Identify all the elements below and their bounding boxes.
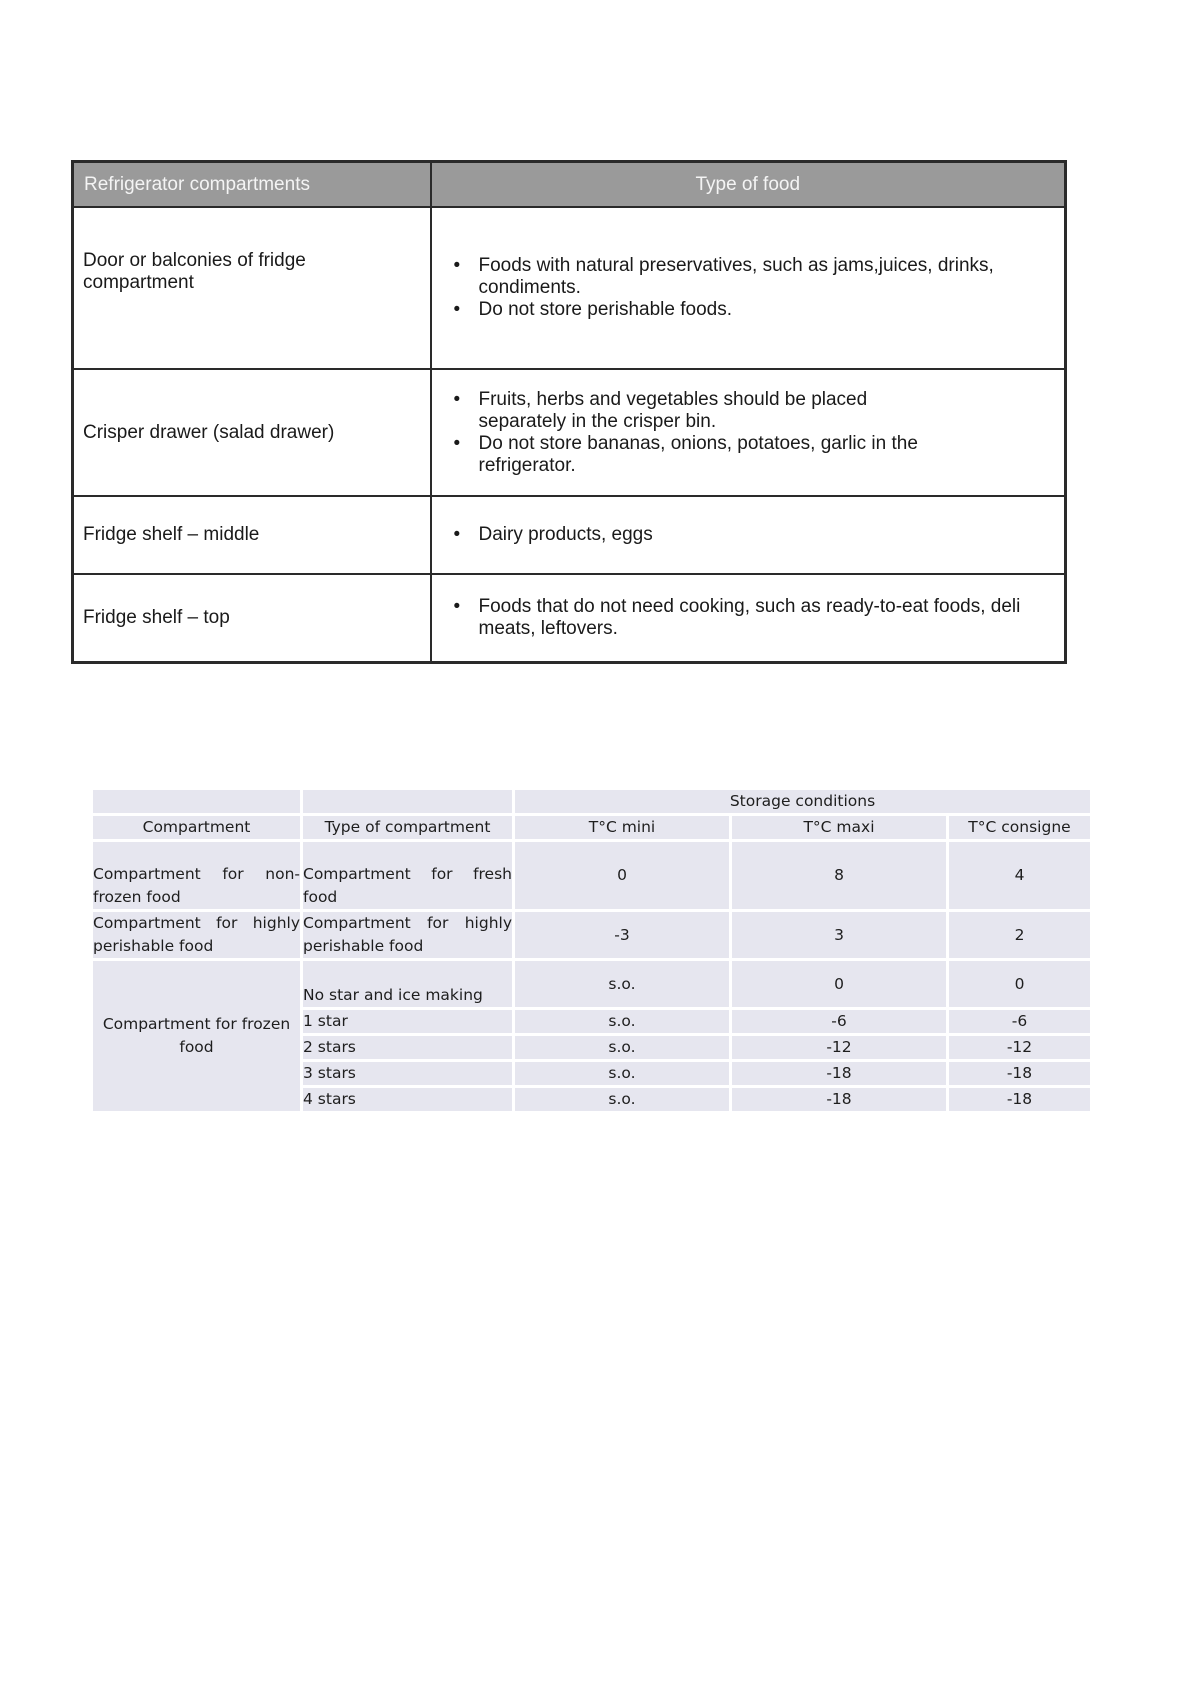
- temp-maxi-cell: -6: [732, 1010, 946, 1033]
- temp-consigne-cell: -12: [949, 1036, 1090, 1059]
- frozen-compartment-cell: Compartment for frozen food: [93, 961, 300, 1111]
- food-cell: [431, 207, 1066, 369]
- temp-mini-cell: s.o.: [515, 1088, 729, 1111]
- table-header-row: [73, 162, 1066, 208]
- compartment-cell: Fridge shelf – top: [73, 574, 431, 663]
- compartment-cell: Crisper drawer (salad drawer): [73, 369, 431, 496]
- table-row: [93, 961, 1090, 1007]
- header-type-of-compartment: Type of compartment: [303, 816, 512, 839]
- type-cell: 2 stars: [303, 1036, 512, 1059]
- header-temp-maxi: T°C maxi: [732, 816, 946, 839]
- header-temp-consigne: T°C consigne: [949, 816, 1090, 839]
- temp-consigne-cell: 2: [949, 912, 1090, 958]
- list-item: • Fruits, herbs and vegetables should be placed separately in the crisper bin.: [479, 389, 919, 433]
- header-temp-mini: T°C mini: [515, 816, 729, 839]
- storage-conditions-header: Storage conditions: [515, 790, 1090, 813]
- type-cell: 3 stars: [303, 1062, 512, 1085]
- table-row: [93, 842, 1090, 909]
- compartment-cell: Compartment for highly perishable food: [93, 912, 300, 958]
- temp-consigne-cell: -18: [949, 1062, 1090, 1085]
- header-refrigerator-compartments: Refrigerator compartments: [73, 162, 431, 208]
- food-bullet-list: [441, 524, 1056, 546]
- temp-mini-cell: -3: [515, 912, 729, 958]
- list-item: • Do not store perishable foods.: [479, 299, 1056, 321]
- food-cell: [431, 496, 1066, 574]
- type-cell: Compartment for fresh food: [303, 842, 512, 909]
- temp-maxi-cell: 3: [732, 912, 946, 958]
- temp-maxi-cell: -12: [732, 1036, 946, 1059]
- food-bullet-list: [441, 596, 1056, 640]
- type-cell: Compartment for highly perishable food: [303, 912, 512, 958]
- temp-consigne-cell: -18: [949, 1088, 1090, 1111]
- food-bullet-list: [441, 389, 1056, 477]
- compartment-cell: Fridge shelf – middle: [73, 496, 431, 574]
- table-row: [93, 912, 1090, 958]
- temp-mini-cell: 0: [515, 842, 729, 909]
- header-type-of-food: Type of food: [431, 162, 1066, 208]
- refrigerator-compartments-table: [71, 160, 1067, 664]
- temp-maxi-cell: -18: [732, 1088, 946, 1111]
- temp-mini-cell: s.o.: [515, 1062, 729, 1085]
- table-row: [73, 207, 1066, 369]
- temp-consigne-cell: -6: [949, 1010, 1090, 1033]
- table-row: [73, 369, 1066, 496]
- temp-mini-cell: s.o.: [515, 1036, 729, 1059]
- type-cell: 1 star: [303, 1010, 512, 1033]
- type-cell: No star and ice making: [303, 961, 512, 1007]
- food-storage-table: [71, 160, 1064, 664]
- temp-maxi-cell: -18: [732, 1062, 946, 1085]
- list-item: • Do not store bananas, onions, potatoes, garlic in the refrigerator.: [479, 433, 969, 477]
- column-header-row: [93, 816, 1090, 839]
- header-compartment: Compartment: [93, 816, 300, 839]
- group-header-row: [93, 790, 1090, 813]
- storage-conditions-table: [90, 787, 1093, 1114]
- temp-mini-cell: s.o.: [515, 1010, 729, 1033]
- temp-mini-cell: s.o.: [515, 961, 729, 1007]
- table-row: [73, 496, 1066, 574]
- compartment-cell: Compartment for non-frozen food: [93, 842, 300, 909]
- type-cell: 4 stars: [303, 1088, 512, 1111]
- table-row: [73, 574, 1066, 663]
- temp-consigne-cell: 0: [949, 961, 1090, 1007]
- food-bullet-list: [441, 255, 1056, 321]
- list-item: • Dairy products, eggs: [479, 524, 1056, 546]
- food-cell: [431, 369, 1066, 496]
- compartment-cell: Door or balconies of fridge compartment: [73, 207, 431, 369]
- food-cell: [431, 574, 1066, 663]
- temp-maxi-cell: 0: [732, 961, 946, 1007]
- temp-maxi-cell: 8: [732, 842, 946, 909]
- list-item: • Foods that do not need cooking, such as ready-to-eat foods, deli meats, leftovers.: [479, 596, 1049, 640]
- list-item: • Foods with natural preservatives, such as jams,juices, drinks, condiments.: [479, 255, 999, 299]
- temp-consigne-cell: 4: [949, 842, 1090, 909]
- storage-conditions-table-wrap: [93, 787, 1090, 1114]
